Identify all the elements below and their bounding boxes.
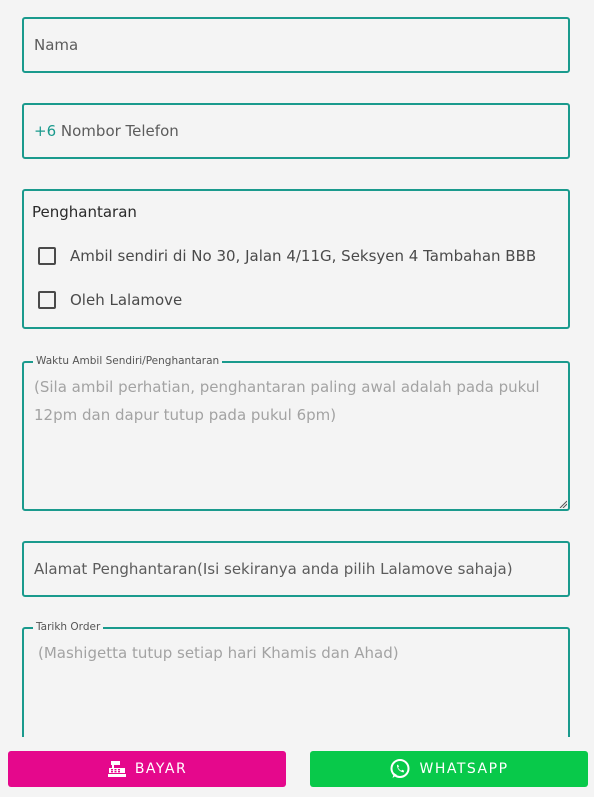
time-legend: Waktu Ambil Sendiri/Penghantaran <box>33 355 222 367</box>
address-placeholder: Alamat Penghantaran(Isi sekiranya anda pilih Lalamove sahaja) <box>34 560 513 578</box>
lalamove-checkbox[interactable] <box>38 291 56 309</box>
name-placeholder: Nama <box>34 36 79 54</box>
self-pickup-checkbox[interactable] <box>38 247 56 265</box>
name-field[interactable] <box>22 17 570 73</box>
pay-button-label: BAYAR <box>134 761 188 777</box>
time-textarea[interactable] <box>22 355 570 511</box>
order-date-placeholder: (Mashigetta tutup setiap hari Khamis dan Ahad) <box>38 644 399 662</box>
order-date-legend: Tarikh Order <box>33 621 103 633</box>
delivery-group <box>22 189 570 329</box>
phone-text <box>34 122 179 140</box>
cash-register-icon <box>107 760 127 778</box>
bottom-action-bar <box>0 737 594 797</box>
delivery-option-self-pickup[interactable] <box>38 247 536 265</box>
delivery-option-lalamove[interactable] <box>38 291 182 309</box>
whatsapp-button-label: WHATSAPP <box>419 761 509 777</box>
self-pickup-label: Ambil sendiri di No 30, Jalan 4/11G, Seksyen 4 Tambahan BBB <box>70 247 537 265</box>
phone-placeholder: Nombor Telefon <box>60 122 179 140</box>
phone-prefix: +6 <box>34 122 57 140</box>
whatsapp-button[interactable] <box>310 751 588 787</box>
resize-grip-icon[interactable] <box>559 500 567 508</box>
delivery-title: Penghantaran <box>32 203 137 221</box>
whatsapp-icon <box>389 758 411 780</box>
lalamove-label: Oleh Lalamove <box>70 291 183 309</box>
time-placeholder: (Sila ambil perhatian, penghantaran paling awal adalah pada pukul 12pm dan dapur tutup pada pukul 6pm) <box>34 378 540 424</box>
pay-button[interactable] <box>8 751 286 787</box>
address-field[interactable] <box>22 541 570 597</box>
phone-field[interactable] <box>22 103 570 159</box>
